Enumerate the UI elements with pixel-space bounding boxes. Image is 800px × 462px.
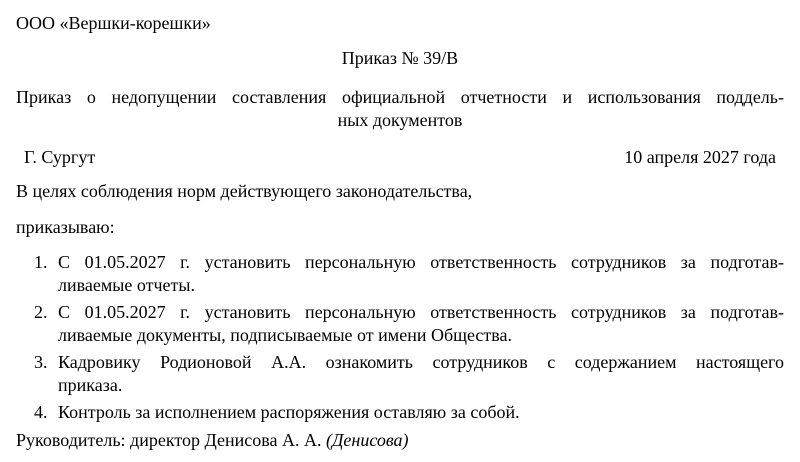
order-title-line-1: Приказ о недопущении составления официальной отчетности и использования поддель- [16,87,784,107]
company-name: ООО «Вершки-корешки» [16,13,211,33]
item-text-line-2: ливаемые отчеты. [58,275,195,295]
item-text [58,351,784,397]
list-item [34,251,784,297]
order-command-word: приказываю: [16,217,115,237]
order-date: 10 апреля 2027 года [624,147,776,167]
item-text [58,251,784,297]
item-number: 3. [34,352,48,372]
item-text-line-1: Кадровику Родионовой А.А. ознакомить сотрудников с содержанием настоящего [58,352,784,372]
item-text-line-1: С 01.05.2027 г. установить персональную ответственность сотрудников за подготав- [58,302,784,322]
list-item [34,351,784,397]
signature-label: Руководитель: директор Денисова А. А. [16,430,322,450]
item-text-line-1: Контроль за исполнением распоряжения оставляю за собой. [58,402,520,422]
order-city: Г. Сургут [24,147,96,167]
order-title [16,86,784,132]
item-number: 2. [34,302,48,322]
order-title-line-2: ных документов [337,110,463,130]
list-item [34,301,784,347]
item-text-line-2: приказа. [58,375,123,395]
list-item [34,401,784,424]
item-text [58,401,784,424]
item-number: 1. [34,252,48,272]
item-number: 4. [34,402,48,422]
item-text-line-2: ливаемые документы, подписываемые от имени Общества. [58,325,513,345]
signature-note: (Денисова) [325,430,409,450]
order-purpose: В целях соблюдения норм действующего законодательства, [16,181,473,201]
item-text [58,301,784,347]
order-number: Приказ № 39/В [341,48,459,68]
order-items-list [34,251,784,428]
item-text-line-1: С 01.05.2027 г. установить персональную ответственность сотрудников за подготав- [58,252,784,272]
signature-block [16,429,409,452]
